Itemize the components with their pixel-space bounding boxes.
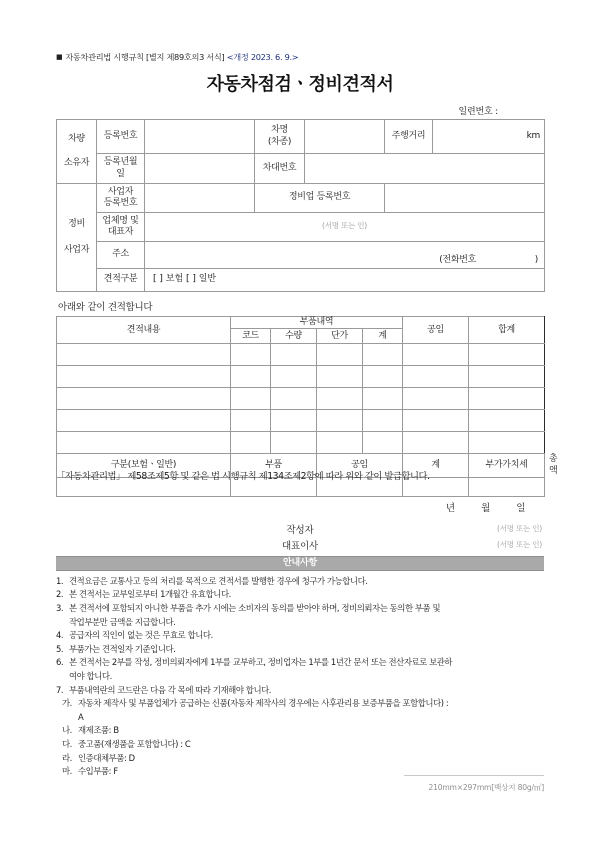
notice-item-text: 본 견적서는 교부일로부터 1개월간 유효합니다.: [69, 589, 231, 600]
notice-item-number: 7.: [56, 684, 64, 695]
signature-role-preparer: 작성자: [286, 524, 314, 536]
paper-spec-note: 210mm×297mm[백상지 80g/㎡]: [428, 783, 544, 792]
summary-header-division: 구분(보험ㆍ일반): [57, 454, 231, 478]
side-label-vehicle: 차량: [68, 134, 85, 145]
address-label: 주소: [97, 242, 145, 269]
table-row: [57, 388, 545, 410]
paper-spec-divider: [404, 775, 544, 776]
summary-header-vat: 부가가치세: [469, 454, 545, 478]
col-header-qty: 수량: [271, 329, 317, 344]
table-row: [57, 410, 545, 432]
signature-seal-note-preparer: (서명 또는 인): [496, 523, 542, 533]
table-row: [57, 242, 545, 269]
estimate-intro-text: 아래와 같이 견적합니다: [58, 302, 153, 313]
vehicle-owner-section: [56, 119, 544, 184]
notice-subitem-text: 수입부품: F: [78, 766, 118, 777]
summary-header-labor: 공임: [317, 454, 403, 478]
cell-unit-price[interactable]: [317, 388, 363, 410]
reg-date-field[interactable]: [145, 154, 255, 184]
signature-row-ceo: [56, 538, 544, 552]
repair-business-table: [56, 183, 545, 292]
notice-item-number: 5.: [56, 643, 64, 654]
business-reg-label-line1: 사업자: [107, 186, 134, 197]
notice-item: [56, 684, 544, 698]
reg-number-field[interactable]: [145, 120, 255, 154]
cell-code[interactable]: [231, 344, 271, 366]
business-reg-number-field[interactable]: [145, 184, 255, 213]
notice-subitem-text: 인증대체부품: D: [78, 752, 135, 763]
vehicle-owner-table: [56, 119, 545, 184]
side-label-business: 사업자: [63, 244, 90, 255]
cell-labor[interactable]: [403, 366, 469, 388]
col-header-unit-price: 단가: [317, 329, 363, 344]
signature-row-preparer: [56, 522, 544, 536]
col-header-total: 합계: [469, 317, 545, 344]
notice-item: [56, 656, 544, 670]
notice-item-number: 6.: [56, 657, 64, 668]
notice-item-continuation: 작업부분만 금액을 지급합니다.: [69, 616, 176, 627]
signature-seal-note: (서명 또는 인): [321, 221, 368, 231]
reg-date-label: 등록년월일: [97, 154, 145, 184]
notice-subitem-number: 다.: [62, 739, 72, 750]
notice-subitem-text: 재제조품: B: [78, 725, 119, 736]
vin-label: 차대번호: [255, 154, 305, 184]
table-row: [57, 366, 545, 388]
revision-text: <개정 2023. 6. 9.>: [226, 52, 299, 62]
cell-qty[interactable]: [271, 388, 317, 410]
form-code-line: [56, 52, 544, 63]
notice-subitem: [56, 765, 544, 779]
notice-subitem: [56, 724, 544, 738]
phone-note-close: ): [534, 254, 539, 265]
cell-qty[interactable]: [271, 432, 317, 454]
mileage-label: 주행거리: [385, 120, 433, 154]
notice-item-text: 본 견적서는 2부를 작성, 정비의뢰자에게 1부를 교부하고, 정비업자는 1부를 1년간 문서 또는 전산자료로 보관하: [69, 657, 453, 668]
date-month-label: 월: [481, 502, 491, 514]
bullet-square-icon: ■: [56, 53, 63, 61]
cell-code[interactable]: [231, 366, 271, 388]
cell-parts-sum[interactable]: [363, 388, 403, 410]
cell-code[interactable]: [231, 410, 271, 432]
vin-field[interactable]: [305, 154, 545, 184]
cell-content[interactable]: [57, 344, 231, 366]
side-label-repair: 정비: [68, 219, 85, 230]
date-day-label: 일: [516, 502, 526, 514]
signature-role-ceo: 대표이사: [282, 540, 318, 552]
notice-item-text: 견적요금은 교통사고 등의 처리를 목적으로 견적서를 발행한 경우에 청구가 가능합니다.: [69, 575, 368, 586]
notice-item-text: 부품내역란의 코드란은 다음 각 목에 따라 기재해야 합니다.: [69, 684, 272, 695]
form-code-text: 자동차관리법 시행규칙 [별지 제89호의3 서식]: [65, 52, 225, 62]
notice-item: [56, 575, 544, 589]
mileage-unit: km: [526, 130, 540, 141]
notice-item-text: 본 견적서에 포함되지 아니한 부품을 추가 시에는 소비자의 동의를 받아야 하며, 정비의뢰자는 동의한 부품 및: [69, 602, 441, 613]
notice-item-text: 부품가는 견적일자 기준입니다.: [69, 643, 176, 654]
reg-number-label: 등록번호: [97, 120, 145, 154]
legal-statement: 「자동차관리법」 제58조제5항 및 같은 법 시행규칙 제134조제2항에 따라 위와 같이 발급합니다.: [56, 470, 430, 482]
cell-qty[interactable]: [271, 344, 317, 366]
table-row: [57, 213, 545, 242]
notice-item-number: 4.: [56, 630, 64, 641]
table-row: [57, 432, 545, 454]
serial-number-label: 일련번호 :: [458, 107, 498, 117]
cell-parts-sum[interactable]: [363, 410, 403, 432]
car-name-field[interactable]: [305, 120, 385, 154]
business-reg-number-label: [97, 184, 145, 213]
business-reg-label-line2: 등록번호: [103, 198, 138, 208]
notice-item-number: 1.: [56, 575, 64, 586]
cell-code[interactable]: [231, 388, 271, 410]
notice-subitem: [56, 752, 544, 766]
notice-subitem-text: 중고품(재생품을 포함합니다) : C: [78, 739, 191, 750]
table-row: [57, 184, 545, 213]
cell-labor[interactable]: [403, 344, 469, 366]
side-label-owner: 소유자: [63, 157, 90, 168]
notice-item: [56, 629, 544, 643]
notice-body: [56, 575, 544, 779]
cell-labor[interactable]: [403, 410, 469, 432]
company-label-line2: 대표자: [107, 227, 134, 237]
repair-reg-number-label: 정비업 등록번호: [255, 184, 385, 213]
notice-bar-title: 안내사항: [56, 556, 544, 571]
cell-unit-price[interactable]: [317, 432, 363, 454]
business-side-label: [57, 184, 97, 292]
cell-unit-price[interactable]: [317, 410, 363, 432]
notice-subitem-number: 가.: [62, 698, 72, 709]
col-header-labor: 공임: [403, 317, 469, 344]
date-year-label: 년: [445, 502, 456, 514]
repair-business-section: [56, 183, 544, 292]
vehicle-owner-side-label: [57, 120, 97, 184]
col-header-parts-sum: 계: [363, 329, 403, 344]
notice-subitem-text: 자동차 제작사 및 부품업체가 공급하는 신품(자동차 제작사의 경우에는 사후관리용 보증부품을 포함합니다) :: [78, 698, 449, 709]
company-label-line1: 업체명 및: [102, 215, 139, 226]
signature-seal-note-ceo: (서명 또는 인): [496, 539, 542, 549]
date-line: [56, 500, 544, 514]
notice-subitem-number: 라.: [62, 752, 72, 763]
page-title: 자동차점검ㆍ정비견적서: [206, 74, 394, 95]
notice-item-number: 3.: [56, 602, 64, 613]
cell-qty[interactable]: [271, 410, 317, 432]
notice-item: [56, 588, 544, 602]
mileage-field[interactable]: [433, 120, 545, 154]
cell-labor[interactable]: [403, 388, 469, 410]
company-rep-label: [97, 213, 145, 242]
estimate-type-options[interactable]: [ ] 보험 [ ] 일반: [145, 269, 545, 292]
cell-parts-sum[interactable]: [363, 366, 403, 388]
notice-subitem-number: 마.: [62, 766, 72, 777]
cell-code[interactable]: [231, 432, 271, 454]
table-row: [57, 154, 545, 184]
form-sheet: [56, 52, 558, 779]
notice-item-number: 2.: [56, 589, 64, 600]
cell-qty[interactable]: [271, 366, 317, 388]
address-field[interactable]: [145, 242, 545, 269]
notice-subitem: [56, 697, 544, 711]
cell-labor[interactable]: [403, 432, 469, 454]
cell-content[interactable]: [57, 410, 231, 432]
cell-unit-price[interactable]: [317, 344, 363, 366]
cell-total[interactable]: [469, 410, 545, 432]
cell-content[interactable]: [57, 432, 231, 454]
cell-parts-sum[interactable]: [363, 432, 403, 454]
phone-note-open: (전화번호: [439, 254, 477, 265]
cell-total[interactable]: [469, 366, 545, 388]
cell-content[interactable]: [57, 366, 231, 388]
notice-item-text: 공급자의 직인이 없는 것은 무효로 합니다.: [69, 630, 213, 641]
table-row: [57, 344, 545, 366]
car-name-label-line2: (차종): [267, 136, 292, 147]
car-name-label: [255, 120, 305, 154]
cell-total[interactable]: [469, 432, 545, 454]
repair-reg-number-field[interactable]: [385, 184, 545, 213]
col-header-parts-group: 부품내역: [231, 317, 403, 329]
table-row: [57, 269, 545, 292]
notice-item: [56, 602, 544, 616]
cell-unit-price[interactable]: [317, 366, 363, 388]
col-header-code: 코드: [231, 329, 271, 344]
cell-parts-sum[interactable]: [363, 344, 403, 366]
car-name-label-line1: 차명: [271, 125, 288, 136]
notice-subitem: [56, 738, 544, 752]
company-rep-field[interactable]: [145, 213, 545, 242]
estimate-type-label: 견적구분: [97, 269, 145, 292]
notice-item-continuation: 여야 합니다.: [69, 671, 112, 682]
cell-total[interactable]: [469, 388, 545, 410]
table-row: [57, 120, 545, 154]
table-header-row: [57, 317, 545, 329]
notice-subitem-continuation: A: [78, 711, 84, 722]
summary-header-parts: 부품: [231, 454, 317, 478]
cell-total[interactable]: [469, 344, 545, 366]
col-header-content: 견적내용: [57, 317, 231, 344]
notice-subitem-number: 나.: [62, 725, 72, 736]
notice-item: [56, 643, 544, 657]
summary-header-row: 구분(보험ㆍ일반) 부품 공임 계 부가가치세 총액: [57, 454, 545, 478]
cell-content[interactable]: [57, 388, 231, 410]
summary-header-sum: 계: [403, 454, 469, 478]
